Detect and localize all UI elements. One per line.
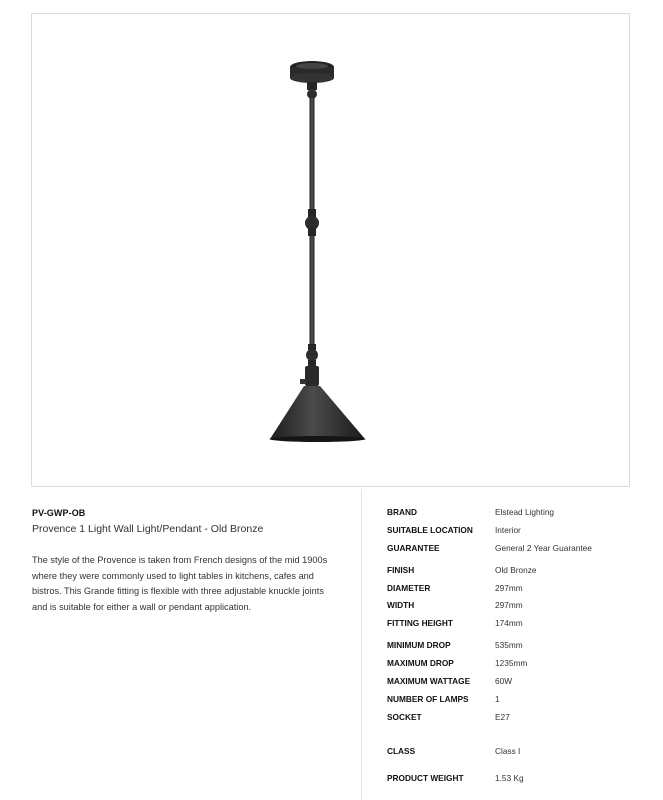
spec-label: SUITABLE LOCATION [387,525,473,535]
spec-value: 297mm [495,583,523,593]
spec-label: GUARANTEE [387,543,440,553]
spec-label: FITTING HEIGHT [387,618,453,628]
product-info [32,508,337,615]
spec-value: 535mm [495,640,523,650]
spec-label: DIAMETER [387,583,431,593]
spec-label: SOCKET [387,712,422,722]
ceiling-rose [290,61,334,83]
lamp-holder [300,366,319,386]
lower-knuckle [306,344,318,366]
spec-label: NUMBER OF LAMPS [387,694,469,704]
spec-label: BRAND [387,507,417,517]
upper-rod [310,98,315,218]
spec-label: WIDTH [387,600,415,610]
spec-value: 174mm [495,618,523,628]
spec-label: MAXIMUM WATTAGE [387,676,471,686]
spec-value: 1235mm [495,658,528,668]
spec-value: 1.53 Kg [495,773,524,783]
product-image-frame [31,13,630,487]
pendant-lamp-image [32,14,631,488]
spec-label: FINISH [387,565,415,575]
spec-value: 60W [495,676,513,686]
spec-value: Old Bronze [495,565,537,575]
spec-value: E27 [495,712,510,722]
lower-rod [310,236,315,348]
spec-value: 1 [495,694,500,704]
spec-label: MAXIMUM DROP [387,658,454,668]
spec-value: 297mm [495,600,523,610]
column-divider [361,489,362,800]
conical-shade [270,386,366,442]
middle-knuckle [305,209,319,236]
spec-label: CLASS [387,746,416,756]
spec-label: PRODUCT WEIGHT [387,773,464,783]
spec-value: Elstead Lighting [495,507,555,517]
product-title: Provence 1 Light Wall Light/Pendant - Old Bronze [32,523,264,535]
product-sku: PV-GWP-OB [32,508,86,518]
spec-value: Class I [495,746,521,756]
top-knuckle [307,82,317,99]
product-description: The style of the Provence is taken from French designs of the mid 1900s where they were commonly used to light tables in kitchens, cafes and bistros. This Grande fitting is flexible with three adjustable knuckle joints and is suitable for either a wall or pendant application. [32,555,328,612]
spec-label: MINIMUM DROP [387,640,451,650]
spec-value: Interior [495,525,521,535]
spec-value: General 2 Year Guarantee [495,543,592,553]
